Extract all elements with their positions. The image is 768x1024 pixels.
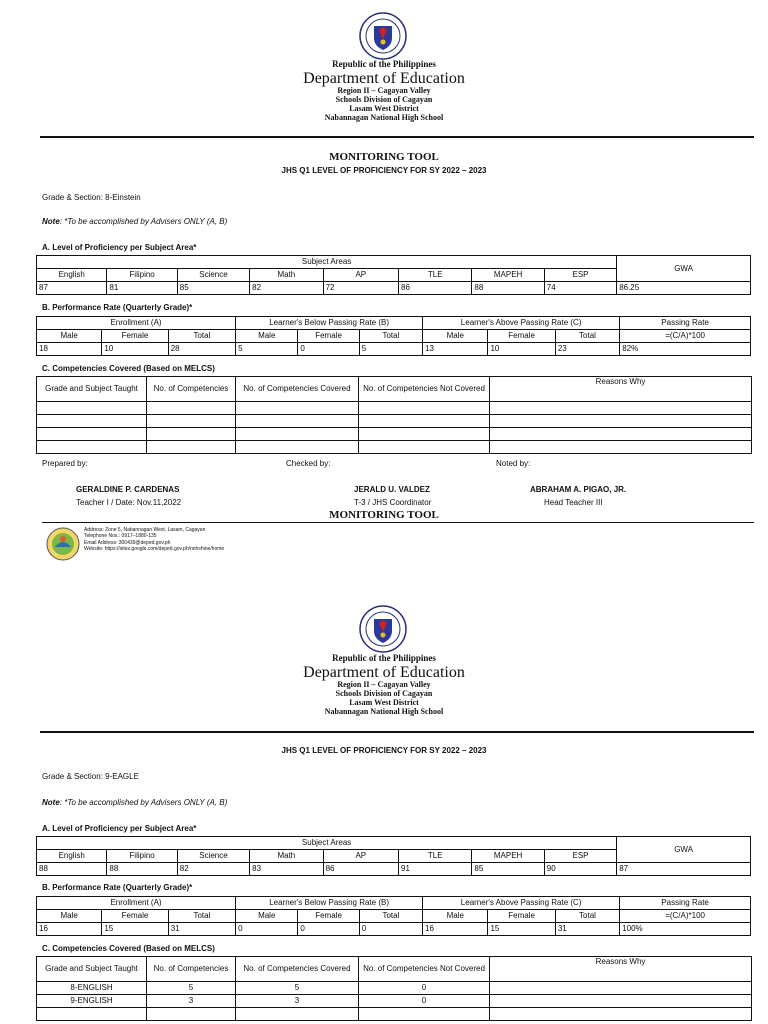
cell [37, 402, 147, 415]
below-passing-header: Learner's Below Passing Rate (B) [236, 317, 423, 330]
score-cell: 72 [323, 282, 398, 295]
enrollment-header: Enrollment (A) [37, 897, 236, 910]
passing-rate-cell: 82% [620, 343, 751, 356]
subject-header: Math [250, 269, 323, 282]
table-row [37, 282, 751, 295]
cell [490, 402, 752, 415]
prepared-by-title: Teacher I / Date: Nov.11,2022 [76, 498, 182, 507]
proficiency-table [36, 255, 751, 295]
value-cell: 23 [555, 343, 619, 356]
subject-header: Science [177, 269, 249, 282]
above-passing-header: Learner's Above Passing Rate (C) [423, 317, 620, 330]
female-header: Female [488, 910, 555, 923]
subject-header: AP [323, 269, 398, 282]
email-line: Email Address: 300439@deped.gov.ph [84, 539, 171, 546]
cell [359, 428, 490, 441]
header-divider [40, 731, 754, 733]
subject-header: ESP [544, 269, 616, 282]
section-a-title: A. Level of Proficiency per Subject Area* [42, 824, 197, 833]
proficiency-table [36, 836, 751, 876]
subject-header: MAPEH [472, 850, 544, 863]
section-b-title: B. Performance Rate (Quarterly Grade)* [42, 883, 193, 892]
subject-header: English [37, 850, 107, 863]
value-cell: 10 [488, 343, 555, 356]
checked-by-title: T-3 / JHS Coordinator [354, 498, 432, 507]
form-page-2 [0, 595, 768, 1024]
cell: 5 [147, 982, 236, 995]
website-line: Website: https://sites.google.com/deped.gov.ph/nnhshine/home [84, 546, 225, 553]
table-row [37, 923, 751, 936]
division-line: Schools Division of Cagayan [335, 95, 433, 105]
table-row [37, 995, 752, 1008]
female-header: Female [298, 330, 359, 343]
doc-title: MONITORING TOOL [329, 151, 439, 163]
prepared-by-name: GERALDINE P. CARDENAS [76, 485, 180, 494]
value-cell: 13 [423, 343, 488, 356]
reasons-header: Reasons Why [490, 957, 752, 982]
score-cell: 81 [107, 282, 177, 295]
subject-header: MAPEH [472, 269, 544, 282]
school-line: Nabannagan National High School [324, 112, 444, 122]
cell [37, 428, 147, 441]
cell [37, 415, 147, 428]
subject-header: Math [250, 850, 323, 863]
female-header: Female [488, 330, 555, 343]
competencies-count-header: No. of Competencies [147, 377, 236, 402]
republic-line: Republic of the Philippines [332, 653, 436, 663]
score-cell: 87 [37, 282, 107, 295]
score-cell: 83 [250, 863, 323, 876]
subject-header: Science [177, 850, 249, 863]
school-footer [42, 522, 754, 565]
grade-subject-header: Grade and Subject Taught [37, 957, 147, 982]
advisers-note: Note: *To be accomplished by Advisers ONLY (A, B) [42, 217, 228, 226]
grade-section: Grade & Section: 8-Einstein [42, 193, 141, 202]
subject-header: TLE [399, 269, 472, 282]
cell [490, 1008, 752, 1021]
reasons-header: Reasons Why [490, 377, 752, 402]
address-line: Address: Zone 5, Nabannagan West, Lasam, Cagayan [84, 527, 206, 533]
section-b-title: B. Performance Rate (Quarterly Grade)* [42, 303, 193, 312]
below-passing-header: Learner's Below Passing Rate (B) [236, 897, 423, 910]
value-cell: 5 [359, 343, 422, 356]
score-cell: 82 [177, 863, 249, 876]
checked-by-name: JERALD U. VALDEZ [354, 485, 430, 494]
value-cell: 5 [236, 343, 298, 356]
male-header: Male [236, 910, 298, 923]
total-header: Total [168, 330, 235, 343]
district-line: Lasam West District [349, 698, 419, 708]
noted-by-label: Noted by: [496, 459, 531, 468]
cell [147, 415, 236, 428]
male-header: Male [423, 910, 488, 923]
gwa-cell: 86.25 [617, 282, 751, 295]
school-logo-icon [46, 527, 80, 561]
cell [236, 415, 359, 428]
female-header: Female [298, 910, 359, 923]
male-header: Male [37, 330, 102, 343]
score-cell: 90 [544, 863, 616, 876]
value-cell: 31 [555, 923, 619, 936]
subject-header: TLE [399, 850, 472, 863]
table-row [37, 441, 752, 454]
telephone-line: Telephone Nos.: 0917–1880-135 [84, 533, 157, 540]
performance-table [36, 896, 751, 936]
score-cell: 88 [472, 282, 544, 295]
passing-rate-cell: 100% [620, 923, 751, 936]
performance-table [36, 316, 751, 356]
score-cell: 85 [177, 282, 249, 295]
passing-rate-header: Passing Rate [620, 317, 751, 330]
cell [236, 428, 359, 441]
cell [236, 441, 359, 454]
gwa-header: GWA [617, 256, 751, 282]
score-cell: 88 [107, 863, 177, 876]
cell: 5 [236, 982, 359, 995]
table-row [37, 343, 751, 356]
noted-by-title: Head Teacher III [544, 498, 603, 507]
table-row [37, 402, 752, 415]
passing-rate-formula: =(C/A)*100 [620, 910, 751, 923]
cell [236, 402, 359, 415]
value-cell: 0 [298, 923, 359, 936]
value-cell: 0 [236, 923, 298, 936]
table-row [37, 1008, 752, 1021]
region-line: Region II – Cagayan Valley [337, 680, 431, 690]
division-line: Schools Division of Cagayan [335, 689, 433, 699]
school-line: Nabannagan National High School [324, 706, 444, 716]
grade-section: Grade & Section: 9-EAGLE [42, 772, 139, 781]
checked-by-label: Checked by: [286, 459, 331, 468]
cell: 0 [359, 995, 490, 1008]
cell [147, 428, 236, 441]
value-cell: 31 [168, 923, 235, 936]
score-cell: 86 [399, 282, 472, 295]
doc-subtitle: JHS Q1 LEVEL OF PROFICIENCY FOR SY 2022 – 2023 [281, 746, 487, 755]
advisers-note: Note: *To be accomplished by Advisers ONLY (A, B) [42, 798, 228, 807]
subject-header: English [37, 269, 107, 282]
cell [147, 402, 236, 415]
cell [490, 441, 752, 454]
passing-rate-header: Passing Rate [620, 897, 751, 910]
total-header: Total [555, 330, 619, 343]
republic-line: Republic of the Philippines [332, 59, 436, 69]
cell [490, 995, 752, 1008]
letterhead [0, 654, 768, 717]
value-cell: 18 [37, 343, 102, 356]
grade-subject-header: Grade and Subject Taught [37, 377, 147, 402]
doc-subtitle: JHS Q1 LEVEL OF PROFICIENCY FOR SY 2022 – 2023 [281, 166, 487, 175]
cell [37, 441, 147, 454]
cell [236, 1008, 359, 1021]
competencies-count-header: No. of Competencies [147, 957, 236, 982]
competencies-covered-header: No. of Competencies Covered [236, 377, 359, 402]
subject-header: Filipino [107, 850, 177, 863]
section-a-title: A. Level of Proficiency per Subject Area* [42, 243, 197, 252]
score-cell: 85 [472, 863, 544, 876]
cell [490, 982, 752, 995]
overlap-doc-title: MONITORING TOOL [329, 509, 439, 521]
subject-header: AP [323, 850, 398, 863]
total-header: Total [555, 910, 619, 923]
male-header: Male [423, 330, 488, 343]
gwa-cell: 87 [617, 863, 751, 876]
value-cell: 10 [102, 343, 168, 356]
cell: 8-ENGLISH [37, 982, 147, 995]
passing-rate-formula: =(C/A)*100 [620, 330, 751, 343]
subject-areas-header: Subject Areas [37, 837, 617, 850]
table-row [37, 415, 752, 428]
cell [359, 415, 490, 428]
subject-areas-header: Subject Areas [37, 256, 617, 269]
section-c-title: C. Competencies Covered (Based on MELCS) [42, 364, 215, 373]
score-cell: 82 [250, 282, 323, 295]
noted-by-name: ABRAHAM A. PIGAO, JR. [530, 485, 627, 494]
cell [359, 441, 490, 454]
total-header: Total [359, 910, 422, 923]
male-header: Male [236, 330, 298, 343]
value-cell: 0 [359, 923, 422, 936]
department-line: Department of Education [303, 663, 465, 681]
competencies-not-covered-header: No. of Competencies Not Covered [359, 377, 490, 402]
letterhead [0, 60, 768, 123]
value-cell: 15 [102, 923, 168, 936]
cell: 3 [236, 995, 359, 1008]
cell [490, 428, 752, 441]
header-divider [40, 136, 754, 138]
score-cell: 74 [544, 282, 616, 295]
value-cell: 0 [298, 343, 359, 356]
score-cell: 86 [323, 863, 398, 876]
female-header: Female [102, 910, 168, 923]
section-c-title: C. Competencies Covered (Based on MELCS) [42, 944, 215, 953]
deped-seal-icon [359, 605, 407, 653]
prepared-by-label: Prepared by: [42, 459, 88, 468]
department-line: Department of Education [303, 69, 465, 87]
cell [490, 415, 752, 428]
cell [359, 402, 490, 415]
male-header: Male [37, 910, 102, 923]
cell: 0 [359, 982, 490, 995]
above-passing-header: Learner's Above Passing Rate (C) [423, 897, 620, 910]
competencies-covered-header: No. of Competencies Covered [236, 957, 359, 982]
subject-header: Filipino [107, 269, 177, 282]
value-cell: 28 [168, 343, 235, 356]
cell: 9-ENGLISH [37, 995, 147, 1008]
table-row [37, 863, 751, 876]
female-header: Female [102, 330, 168, 343]
cell [37, 1008, 147, 1021]
score-cell: 88 [37, 863, 107, 876]
deped-seal-icon [359, 12, 407, 60]
total-header: Total [359, 330, 422, 343]
value-cell: 16 [423, 923, 488, 936]
value-cell: 16 [37, 923, 102, 936]
total-header: Total [168, 910, 235, 923]
gwa-header: GWA [617, 837, 751, 863]
enrollment-header: Enrollment (A) [37, 317, 236, 330]
cell [147, 441, 236, 454]
table-row [37, 428, 752, 441]
region-line: Region II – Cagayan Valley [337, 86, 431, 96]
cell [147, 1008, 236, 1021]
contact-info [84, 527, 224, 553]
competencies-table [36, 956, 752, 1021]
cell: 3 [147, 995, 236, 1008]
subject-header: ESP [544, 850, 616, 863]
competencies-not-covered-header: No. of Competencies Not Covered [359, 957, 490, 982]
cell [359, 1008, 490, 1021]
competencies-table [36, 376, 752, 454]
table-row [37, 982, 752, 995]
value-cell: 15 [488, 923, 555, 936]
district-line: Lasam West District [349, 104, 419, 114]
score-cell: 91 [399, 863, 472, 876]
